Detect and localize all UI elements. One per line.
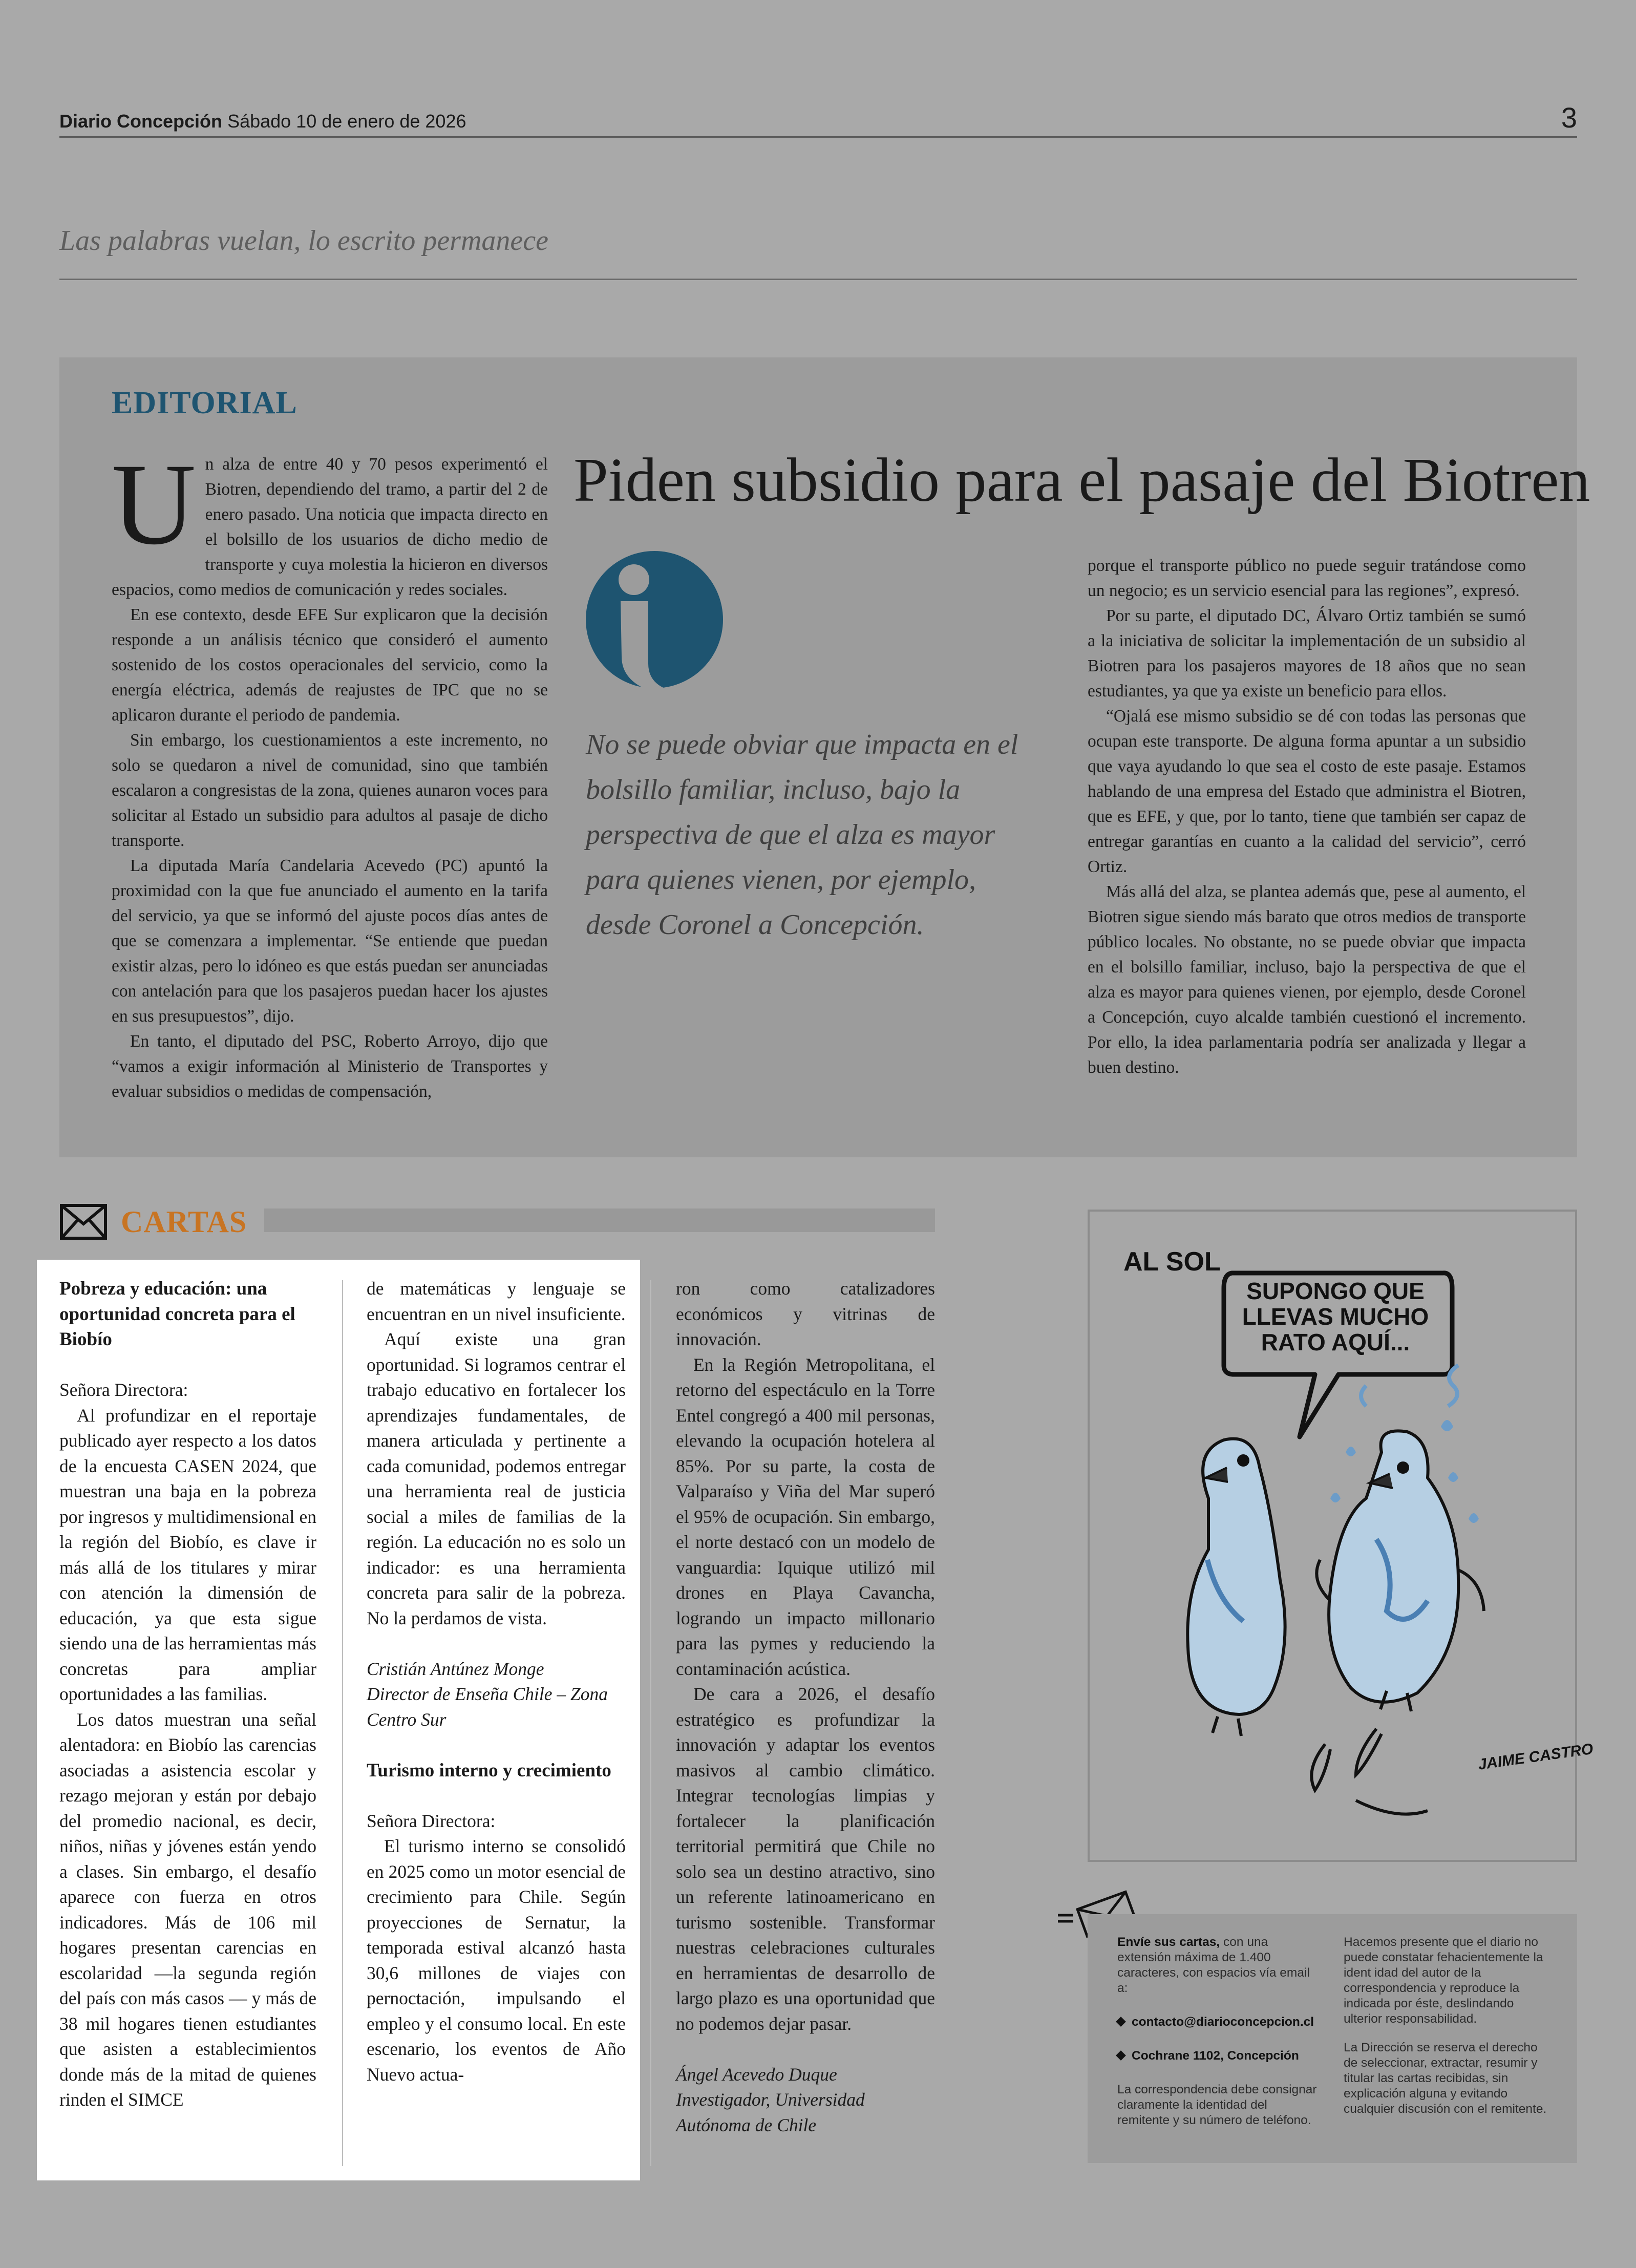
editorial-column-1 — [112, 440, 548, 1104]
pigeon-left — [1187, 1439, 1285, 1736]
editorial-label: EDITORIAL — [112, 386, 298, 420]
letters-column-1 — [59, 1276, 316, 2113]
letter-signature-name: Cristián Antúnez Monge — [367, 1658, 544, 1679]
send-letters-right — [1344, 1935, 1555, 2130]
send-note: La correspondencia debe consignar claramente la identidad del remitente y su número de teléfono. — [1117, 2083, 1317, 2127]
page-number: 3 — [1561, 101, 1577, 134]
send-lead-bold: Envíe sus cartas, — [1117, 1935, 1220, 1949]
letter-signature-role: Director de Enseña Chile – Zona Centro Sur — [367, 1684, 608, 1730]
bullet-icon — [1116, 2050, 1126, 2061]
letters-column-3 — [676, 1276, 935, 2138]
cartas-divider-bar — [264, 1209, 935, 1232]
feathers — [1311, 1729, 1428, 1814]
page-header — [59, 100, 1577, 138]
letter-paragraph: De cara a 2026, el desafío estratégico es profundizar la innovación y adaptar los eventos masivos al cambio climático. Integrar tecnologías limpias y fortalecer la planificación territorial permitirá que Chile no solo sea un destino atractivo, sino un referente latinoamericano en turismo sostenible. Transformar nuestras celebraciones culturales en herramientas de desarrollo de largo plazo es una oportunidad que no podemos dejar pasar. — [676, 1684, 935, 2034]
editorial-paragraph: Por su parte, el diputado DC, Álvaro Ortiz también se sumó a la iniciativa de solicitar la implementación de un subsidio al Biotren para los pasajeros mayores de 18 años que no sean estudiantes, ya que ya existe un beneficio para ellos. — [1088, 606, 1526, 701]
letter-title: Pobreza y educación: una oportunidad concreta para el Biobío — [59, 1278, 295, 1350]
header-date: Sábado 10 de enero de 2026 — [227, 111, 466, 132]
editorial-paragraph: porque el transporte público no puede seguir tratándose como un negocio; es un servicio esencial para las regiones”, expresó. — [1088, 556, 1526, 600]
letter-signature-name: Ángel Acevedo Duque — [676, 2064, 837, 2085]
contact-email[interactable]: contacto@diarioconcepcion.cl — [1132, 2015, 1314, 2029]
letter-paragraph: de matemáticas y lenguaje se encuentran en un nivel insuficiente. — [367, 1278, 626, 1324]
section-motto — [59, 221, 1577, 280]
letter-title: Turismo interno y crecimiento — [367, 1760, 611, 1781]
editorial-cartoon — [1088, 1210, 1595, 1862]
letter-paragraph: Los datos muestran una señal alentadora: en Biobío las carencias asociadas a asistencia escolar y rezago mejoran y están por debajo del promedio nacional, es decir, niños, niñas y jóvenes están yendo a clases. Sin embargo, el desafío aparece con fuerza en otros indicadores. Más de 106 mil hogares presentan carencias en escolaridad —la segunda región del país con más casos — y más de 38 mil hogares tienen estudiantes que asisten a establecimientos donde más de la mitad de quienes rinden el SIMCE — [59, 1709, 316, 2110]
letter-paragraph: ron como catalizadores económicos y vitrinas de innovación. — [676, 1278, 935, 1349]
editorial-column-3 — [1088, 553, 1526, 1080]
send-letters-left — [1117, 1935, 1317, 2128]
newspaper-name: Diario Concepción — [59, 111, 223, 132]
column-divider — [650, 1280, 651, 2166]
letter-paragraph: Aquí existe una gran oportunidad. Si logramos centrar el trabajo educativo en fortalecer los aprendizajes fundamentales, de manera articulada y pertinente a cada comunidad, podemos entregar una herramienta real de justicia social a miles de familias de la región. La educación no es solo un indicador: es una herramienta concreta para salir de la pobreza. No la perdamos de vista. — [367, 1329, 626, 1628]
cartoon-signature: JAIME CASTRO — [1477, 1740, 1595, 1773]
disclaimer-paragraph: La Dirección se reserva el derecho de seleccionar, extractar, resumir y titular las cartas recibidas, sin explicación alguna y evitando cualquier discusión con el remitente. — [1344, 2041, 1547, 2116]
editorial-paragraph: n alza de entre 40 y 70 pesos experimentó el Biotren, dependiendo del tramo, a partir del 2 de enero pasado. Una noticia que impacta directo en el bolsillo de los usuarios de dicho medio de transporte y cuya molestia la hicieron en diversos espacios, como medios de comunicación y redes sociales. — [112, 455, 548, 599]
cartoon-speech-text: SUPONGO QUE LLEVAS MUCHO RATO AQUÍ... — [1242, 1278, 1429, 1355]
envelope-icon — [59, 1203, 108, 1240]
cartas-label: CARTAS — [121, 1205, 247, 1239]
editorial-paragraph: Más allá del alza, se plantea además que, pese al aumento, el Biotren sigue siendo más barato que otros medios de transporte público locales. No obstante, no se puede obviar que impacta en el bolsillo familiar, incluso, bajo la perspectiva de que el alza es mayor para quienes vienen, por ejemplo, desde Coronel a Concepción, cuyo alcalde también cuestionó el incremento. Por ello, la idea parlamentaria podría ser analizada y llegar a buen destino. — [1088, 882, 1526, 1077]
letter-paragraph: En la Región Metropolitana, el retorno del espectáculo en la Torre Entel congregó a 400 mil personas, elevando la ocupación hotelera al 85%. Por su parte, la costa de Valparaíso y Viña del Mar superó el 95% de ocupación. Sin embargo, el norte destacó con un modelo de vanguardia: Iquique utilizó mil drones en Playa Cavancha, logrando un impacto millonario para las pymes y reduciendo la contaminación acústica. — [676, 1354, 935, 1679]
letters-column-2 — [367, 1276, 626, 2087]
editorial-paragraph: Sin embargo, los cuestionamientos a este incremento, no solo se quedaron a nivel de comunidad, sino que también escalaron a congresistas de la zona, quienes aunaron voces para solicitar al Estado un subsidio para adultos al pasaje de dicho transporte. — [112, 731, 548, 850]
bullet-icon — [1116, 2017, 1126, 2027]
editorial-paragraph: La diputada María Candelaria Acevedo (PC) apuntó la proximidad con la que fue anunciado el aumento en la tarifa del servicio, ya que se informó del ajuste pocos días antes de que se comenzara a implementar. “Se entiende que puedan existir alzas, pero lo idóneo es que estás puedan ser anunciadas con antelación para que los pasajeros puedan hacer los ajustes en sus presupuestos”, dijo. — [112, 856, 548, 1026]
column-divider — [342, 1280, 343, 2166]
header-dateline — [59, 111, 466, 132]
editorial-paragraph: En tanto, el diputado del PSC, Roberto Arroyo, dijo que “vamos a exigir información al Ministerio de Transportes y evaluar subsidios o medidas de compensación, — [112, 1032, 548, 1101]
pigeon-right — [1316, 1431, 1484, 1711]
motto-text: Las palabras vuelan, lo escrito permanece — [59, 225, 548, 257]
editorial-paragraph: “Ojalá ese mismo subsidio se dé con todas las personas que ocupan este transporte. De alguna forma apuntar a un subsidio que vaya ayudando lo que sea el costo de este pasaje. Estamos hablando de una empresa del Estado que administra el Biotren, que es EFE, y que, por lo tanto, tiene que también ser capaz de entregar garantías en cuanto a la calidad del servicio”, cerró Ortiz. — [1088, 707, 1526, 876]
disclaimer-paragraph: Hacemos presente que el diario no puede constatar fehacientemente la ident idad del autor de la correspondencia y reproduce la indicada por éste, deslindando ulterior responsabilidad. — [1344, 1935, 1543, 2026]
letter-paragraph: Al profundizar en el reportaje publicado ayer respecto a los datos de la encuesta CASEN 2024, que muestran una baja en la pobreza por ingresos y multidimensional en la región del Biobío, es clave ir más allá de los titulares y mirar con atención la dimensión de educación, ya que esta sigue siendo una de las herramientas más concretas para ampliar oportunidades a las familias. — [59, 1405, 316, 1704]
cartas-header — [59, 1200, 935, 1241]
editorial-paragraph: En ese contexto, desde EFE Sur explicaron que la decisión responde a un análisis técnico que consideró el aumento sostenido de los costos operacionales del servicio, como la energía eléctrica, además de reajustes de IPC que no se aplicaron durante el periodo de pandemia. — [112, 605, 548, 725]
info-icon — [585, 548, 724, 692]
send-letters-info — [1088, 1914, 1577, 2163]
editorial-pullquote: No se puede obviar que impacta en el bolsillo familiar, incluso, bajo la perspectiva de que el alza es mayor para quienes vienen, por ejemplo, desde Coronel a Concepción. — [586, 729, 1018, 941]
letter-signature-role: Investigador, Universidad Autónoma de Chile — [676, 2089, 865, 2135]
contact-address: Cochrane 1102, Concepción — [1132, 2049, 1299, 2063]
letter-salutation: Señora Directora: — [59, 1380, 188, 1400]
letter-paragraph: El turismo interno se consolidó en 2025 como un motor esencial de crecimiento para Chile. Según proyecciones de Sernatur, la temporada estival alcanzó hasta 30,6 millones de viajes con pernoctación, impulsando el empleo y el consumo local. En este escenario, los eventos de Año Nuevo actua- — [367, 1836, 626, 2085]
cartoon-title: AL SOL — [1123, 1247, 1221, 1277]
send-lead-text: con una extensión máxima de 1.400 caracteres, con espacios vía email a: — [1117, 1935, 1310, 1995]
letter-salutation: Señora Directora: — [367, 1810, 496, 1831]
editorial-headline: Piden subsidio para el pasaje del Biotren — [573, 446, 1590, 515]
drop-cap: U — [112, 440, 196, 569]
